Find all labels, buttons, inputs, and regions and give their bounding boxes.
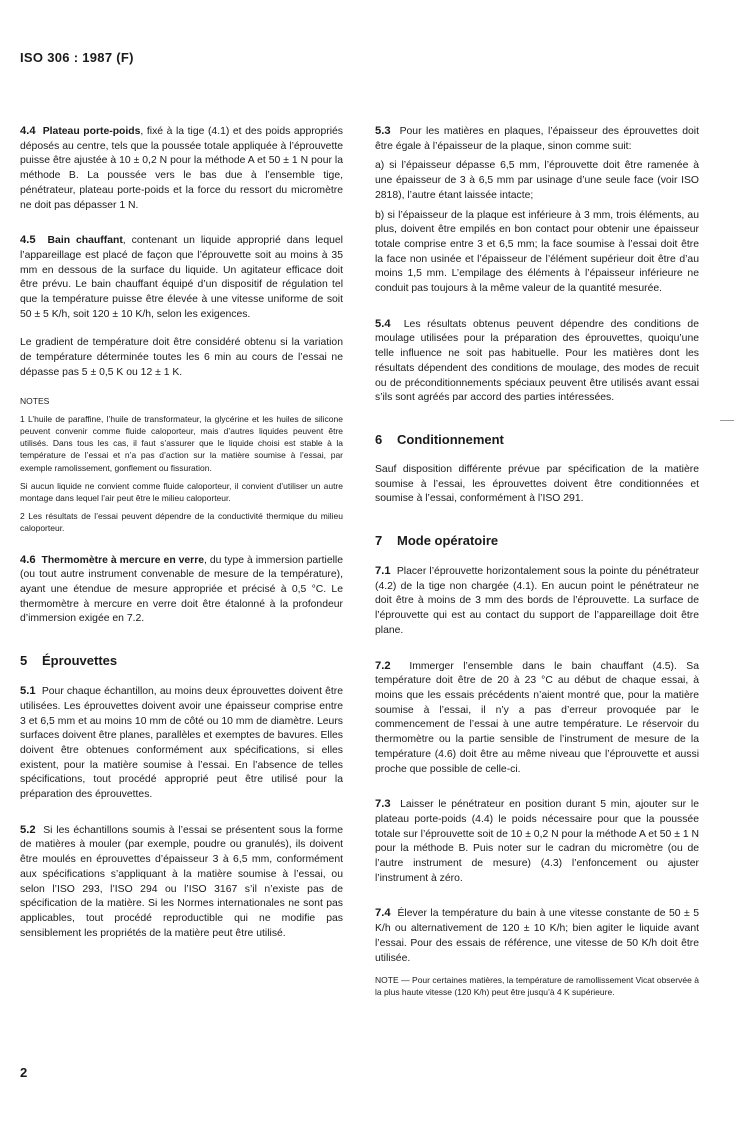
heading-number: 7 xyxy=(375,533,383,549)
section-5-1 xyxy=(20,684,343,803)
heading-title: Mode opératoire xyxy=(397,533,499,549)
margin-mark xyxy=(720,420,734,421)
heading-6 xyxy=(375,432,699,447)
section-4-4 xyxy=(20,124,343,213)
section-text: Élever la température du bain à une vitesse constante de 50 ± 5 K/h ou alternativement de 120 ± 10 K/h; bien agiter le liquide avant l’essai. Pour des essais de référence, une vitesse de 50 K/h doit être utilisée. xyxy=(375,908,699,964)
notes-heading: NOTES xyxy=(20,395,50,406)
section-number: 7.2 xyxy=(375,659,391,672)
section-number: 5.2 xyxy=(20,823,36,836)
heading-5 xyxy=(20,653,343,668)
section-7-1 xyxy=(375,564,699,639)
section-7-4-note: NOTE — Pour certaines matières, la température de ramollissement Vicat observée à la plus haute vitesse (120 K/h) peut être jusqu’à 4 K supérieure. xyxy=(375,975,699,998)
item-b: b) si l’épaisseur de la plaque est inférieure à 3 mm, trois éléments, au plus, doivent être empilés en bon contact pour obtenir une épaisseur totale comprise entre 3 et 6,5 mm; la face soumise à l’essai doit être la face non usinée et l’épaisseur de l’élément supérieur doit être d’au moins 1,5 mm. L’empilage des éléments à l’épaisseur inférieure ne conduit pas toujours à la même valeur de la quantité mesurée. xyxy=(375,209,699,295)
section-number: 4.6 xyxy=(20,553,36,566)
section-number: 7.1 xyxy=(375,565,391,578)
section-4-5-paragraph: Le gradient de température doit être considéré obtenu si la variation de température déterminée toutes les 6 min au cours de l’essai ne dépasse pas 5 ± 0,5 K ou 12 ± 1 K. xyxy=(20,337,343,378)
heading-title: Éprouvettes xyxy=(42,653,118,669)
notes-block xyxy=(20,395,343,535)
section-text: , contenant un liquide approprié dans lequel l’appareillage est placé de façon que l’éprouvette soit au moins à 35 mm en dessous de la surface du liquide. Un agitateur efficace doit être prévu. Le bain chauffant équipé d’un dispositif de régulation tel que la température puisse être élevée à une vitesse uniforme de soit 50 ± 5 K/h, soit 120 ± 10 K/h, selon les exigences. xyxy=(20,235,343,320)
note-2: 2 Les résultats de l’essai peuvent dépendre de la conductivité thermique du milieu caloporteur. xyxy=(20,511,343,534)
section-title: Thermomètre à mercure en verre xyxy=(41,554,205,566)
note-1-continued: Si aucun liquide ne convient comme fluide caloporteur, il convient d’utiliser un autre montage dans lequel l’air peut être le milieu caloporteur. xyxy=(20,480,343,503)
section-number: 4.4 xyxy=(20,125,36,137)
section-text: , fixé à la tige (4.1) et des poids appropriés déposés au centre, tels que la poussée totale appliquée à l’éprouvette puisse être ajustée à 10 ± 0,2 N pour la méthode A et 50 ± 1 N pour la méthode B. La poussée vers le bas due à l’ensemble tige, pénétrateur, plateau porte-poids et la force du ressort du micromètre ne doit pas dépasser 1 N. xyxy=(20,126,343,211)
heading-title: Conditionnement xyxy=(397,431,504,447)
section-text: Pour les matières en plaques, l’épaisseur des éprouvettes doit être égale à l’épaisseur de la plaque, sinon comme suit: xyxy=(375,126,699,152)
section-text: Les résultats obtenus peuvent dépendre des conditions de moulage utilisées pour la préparation des éprouvettes, quoiqu’une telle influence ne soit pas habituelle. Pour les matières dont les résultats dépendent des conditions de moulage, des modes de recuit ou de préconditionnements spéciaux peuvent être utilisés avant essai s’ils sont agréés par accord des parties intéressées. xyxy=(375,318,699,404)
section-number: 7.3 xyxy=(375,798,391,811)
section-number: 5.4 xyxy=(375,317,391,330)
section-text: Immerger l’ensemble dans le bain chauffant (4.5). Sa température doit être de 20 à 23 °C au début de chaque essai, à moins que les essais précédents n’aient montré que, pour la matière soumise à l’essai, il n’y a pas d’erreur provoquée par le commencement de l’essai à une autre température. Le réservoir du thermomètre ou la partie sensible de l’instrument de mesure de la température (4.6) doit être au même niveau que l’éprouvette et aussi proche que possible de celle-ci. xyxy=(375,660,699,775)
section-text: Pour chaque échantillon, au moins deux éprouvettes doivent être utilisées. Les éprouvettes doivent avoir une épaisseur comprise entre 3 et 6,5 mm et au moins 10 mm de côté ou 10 mm de diamètre. Leurs surfaces doivent être planes, parallèles et exemptes de bavures. Elles doivent être obtenues conformément aux spécifications, si elles existent, pour la matière soumise à l’essai. En l’absence de telles spécifications, tout procédé approprié peut être utilisé pour la préparation des éprouvettes. xyxy=(20,686,343,801)
heading-number: 5 xyxy=(20,653,28,669)
section-5-4 xyxy=(375,317,699,406)
section-5-3 xyxy=(375,124,699,154)
section-number: 5.1 xyxy=(20,685,36,698)
section-number: 7.4 xyxy=(375,907,391,920)
section-text: , du type à immersion partielle (ou tout autre instrument convenable de mesure de la température), ayant une étendue de mesure appropriée et précisé à 0,5 °C. Le thermomètre à mercure en verre doit être étalonné à la profondeur d’immersion exigée en 7.2. xyxy=(20,554,343,625)
heading-number: 6 xyxy=(375,431,383,447)
heading-7 xyxy=(375,533,699,548)
section-text: Si les échantillons soumis à l’essai se présentent sous la forme de matières à mouler (par exemple, poudre ou granulés), ils doivent être moulés en éprouvettes d’épaisseur 3 à 6,5 mm, conformément aux spécifications s’appliquant à la matière soumise à l’essai, ou selon l’ISO 293, l’ISO 294 ou l’ISO 3167 s’il n’existe pas de spécification de la matière. Si les Normes internationales ne sont pas applicables, tout procédé reproductible qui ne modifie pas sensiblement les propriétés de la matière peut être utilisé. xyxy=(20,824,343,939)
note-1: 1 L’huile de paraffine, l’huile de transformateur, la glycérine et les huiles de silicone peuvent convenir comme fluide caloporteur, mais d’autres liquides peuvent être utilisés. Dans tous les cas, il faut s’assurer que le liquide choisi est stable à la température de l’essai et n’a pas d’action sur la matière soumise à l’essai, par exemple ramolissement, gonflement ou fissuration. xyxy=(20,413,343,473)
section-4-5 xyxy=(20,233,343,322)
section-number: 4.5 xyxy=(20,234,36,247)
document-header: ISO 306 : 1987 (F) xyxy=(20,50,134,65)
section-6-paragraph: Sauf disposition différente prévue par spécification de la matière soumise à l’essai, les éprouvettes doivent être conditionnées et soumise à l’essai, conformément à l’ISO 291. xyxy=(375,463,699,505)
section-text: Laisser le pénétrateur en position durant 5 min, ajouter sur le plateau porte-poids (4.4) le poids nécessaire pour que la poussée totale sur l’éprouvette soit de 10 ± 0,2 N pour la méthode A et 50 ± 1 N pour la méthode B. Puis noter sur le cadran du micromètre (ou de l’autre instrument de mesure) (4.3) l’enfoncement ou ajuster l’instrument à zéro. xyxy=(375,799,699,884)
right-column xyxy=(375,124,699,999)
section-number: 5.3 xyxy=(375,125,391,137)
page-number: 2 xyxy=(20,1065,28,1080)
section-title: Plateau porte-poids xyxy=(42,126,141,137)
section-7-4 xyxy=(375,906,699,966)
left-column xyxy=(20,124,343,955)
section-title: Bain chauffant xyxy=(47,235,123,247)
section-4-6 xyxy=(20,553,343,628)
section-text: Placer l’éprouvette horizontalement sous la pointe du pénétrateur (4.2) de la tige non chargée (4.1). En aucun point le pénétrateur ne doit être à moins de 3 mm des bords de l’éprouvette. La surface de l’éprouvette qui est au contact du support de l’appareillage doit être plane. xyxy=(375,566,699,636)
section-7-2 xyxy=(375,659,699,778)
section-5-2 xyxy=(20,823,343,942)
item-a: a) si l’épaisseur dépasse 6,5 mm, l’éprouvette doit être ramenée à une épaisseur de 3 à 6,5 mm par usinage d’une seule face (voir ISO 2818), l’autre étant laissée intacte; xyxy=(375,160,699,201)
section-7-3 xyxy=(375,797,699,886)
